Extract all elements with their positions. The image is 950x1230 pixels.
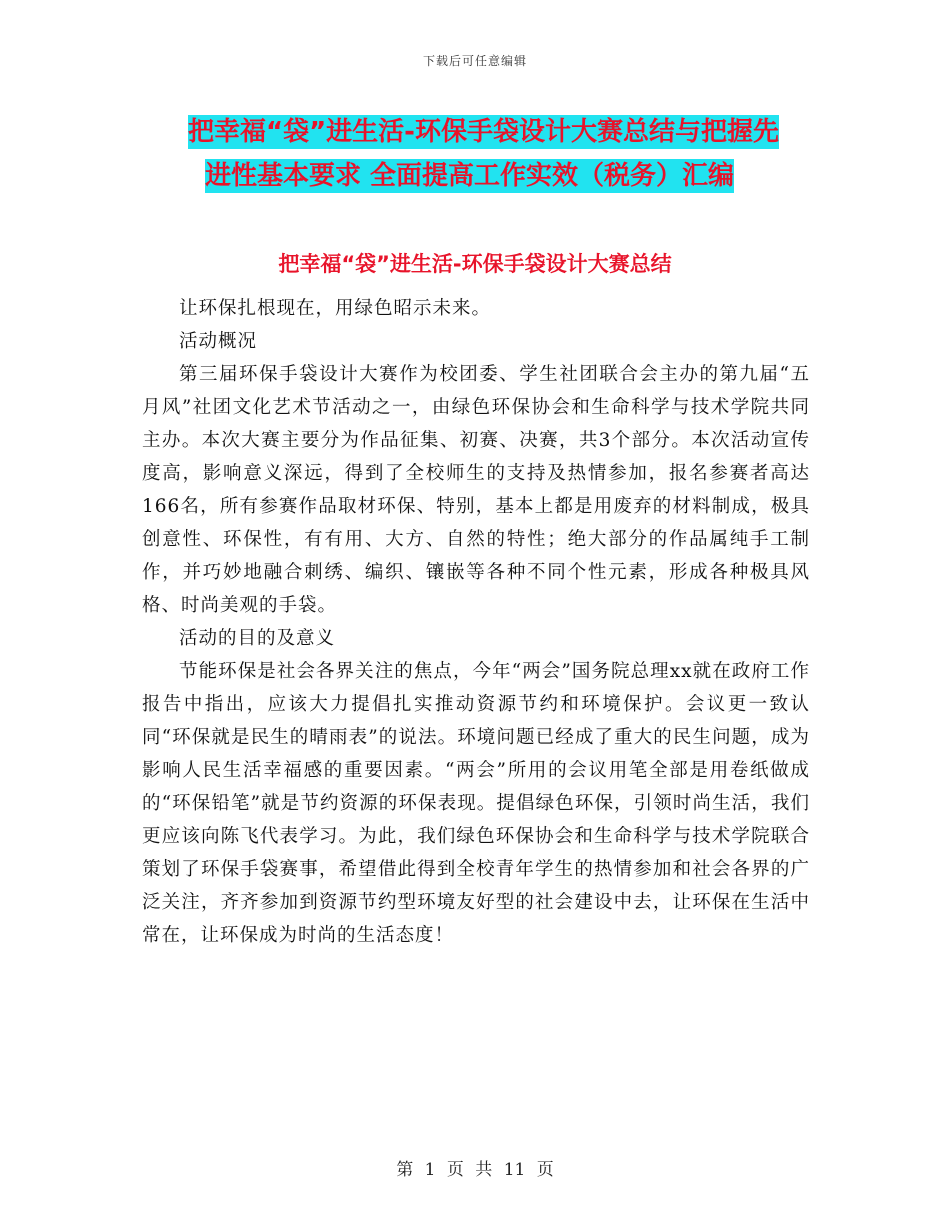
paragraph-overview: 第三届环保手袋设计大赛作为校团委、学生社团联合会主办的第九届“五月风”社团文化艺术节活动之一，由绿色环保协会和生命科学与技术学院共同主办。本次大赛主要分为作品征集、初赛、决赛，共3个部分。本次活动宣传度高，影响意义深远，得到了全校师生的支持及热情参加，报名参赛者高达166名，所有参赛作品取材环保、特别，基本上都是用废弃的材料制成，极具创意性、环保性，有有用、大方、自然的特性；绝大部分的作品属纯手工制作，并巧妙地融合刺绣、编织、镶嵌等各种不同个性元素，形成各种极具风格、时尚美观的手袋。 [142, 364, 810, 616]
paragraph-slogan: 让环保扎根现在，用绿色昭示未来。 [179, 298, 492, 319]
title-highlight-1: 把幸福“袋”进生活-环保手袋设计大赛总结与把握先 [188, 117, 779, 147]
paragraph-purpose: 节能环保是社会各界关注的焦点，今年“两会”国务院总理xx就在政府工作报告中指出，应该大力提倡扎实推动资源节约和环境保护。会议更一致认同“环保就是民生的晴雨表”的说法。环境问题已经成了重大的民生问题，成为影响人民生活幸福感的重要因素。“两会”所用的会议用笔全部是用卷纸做成的“环保铅笔”就是节约资源的环保表现。提倡绿色环保，引领时尚生活，我们更应该向陈飞代表学习。为此，我们绿色环保协会和生命科学与技术学院联合策划了环保手袋赛事，希望借此得到全校青年学生的热情参加和社会各界的广泛关注，齐齐参加到资源节约型环境友好型的社会建设中去，让环保在生活中常在，让环保成为时尚的生活态度！ [142, 661, 810, 946]
heading-activity-overview: 活动概况 [179, 331, 258, 352]
section-title: 把幸福“袋”进生活-环保手袋设计大赛总结 [278, 252, 672, 276]
title-highlight-2: 进性基本要求 全面提高工作实效（税务）汇编 [205, 161, 735, 191]
page-header-note: 下载后可任意编辑 [422, 54, 527, 68]
heading-purpose-significance: 活动的目的及意义 [179, 628, 336, 649]
page-number: 第 1 页 共 11 页 [396, 1160, 554, 1180]
document-title-line-1 [188, 110, 779, 154]
document-title-line-2 [205, 154, 734, 198]
document-body [142, 292, 810, 952]
